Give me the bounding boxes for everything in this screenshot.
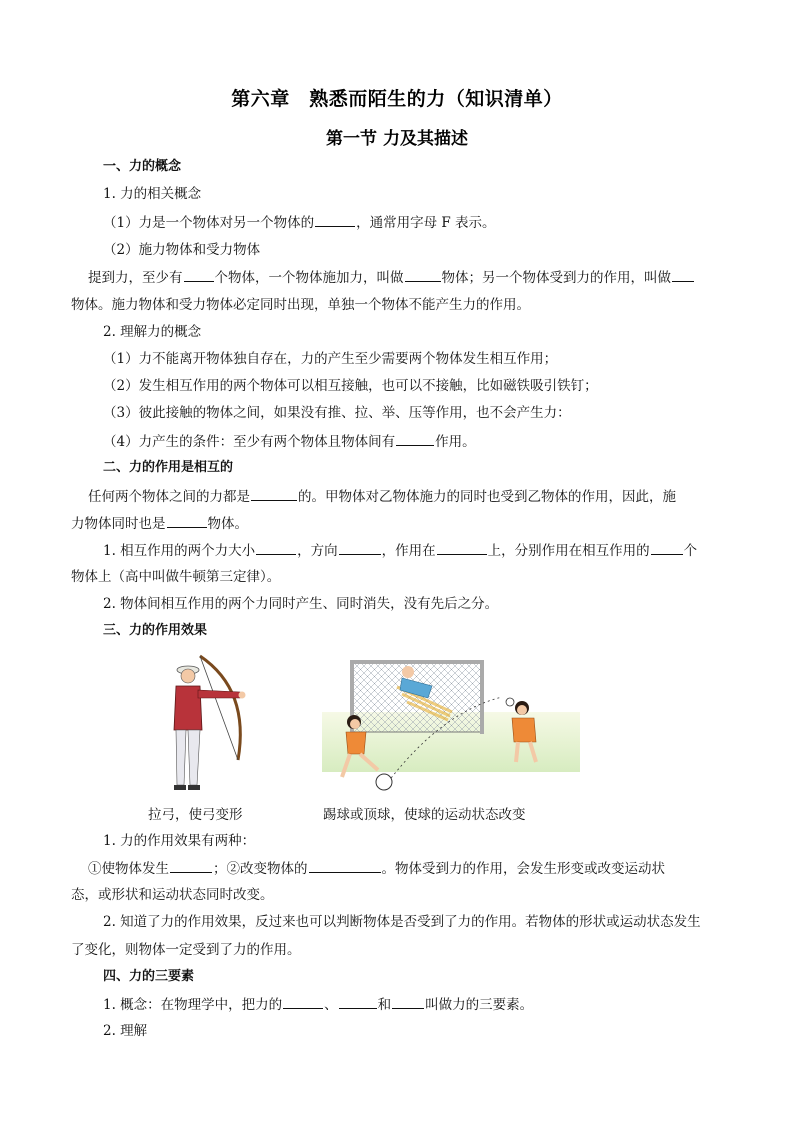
fill-blank[interactable] [651,541,683,555]
text-line: 1. 相互作用的两个力大小 ，方向 ，作用在 上，分别作用在相互作用的 个 [103,543,698,559]
text-line: 2. 知道了力的作用效果，反过来也可以判断物体是否受到了力的作用。若物体的形状或运动状态发生 [103,914,701,930]
archer-illustration [150,650,265,795]
text-line: 物体上（高中叫做牛顿第三定律）。 [71,569,281,585]
text-line: 态，或形状和运动状态同时改变。 [71,887,274,903]
heading-effects: 三、力的作用效果 [103,623,208,638]
text-line: （4）力产生的条件：至少有两个物体且物体间有 作用。 [103,434,476,450]
text-line: （2）发生相互作用的两个物体可以相互接触，也可以不接触，比如磁铁吸引铁钉； [103,378,598,394]
page-title: 第六章 熟悉而陌生的力（知识清单） [231,88,563,110]
text-line: 任何两个物体之间的力都是 的。甲物体对乙物体施力的同时也受到乙物体的作用，因此，施 [88,489,676,505]
text-line: 2. 物体间相互作用的两个力同时产生、同时消失，没有先后之分。 [103,596,499,612]
text-line: 1. 力的作用效果有两种： [103,833,256,849]
fill-blank[interactable] [405,268,441,282]
text-line: 提到力，至少有 个物体，一个物体施加力，叫做 物体；另一个物体受到力的作用，叫做 [88,268,794,287]
fill-blank[interactable] [167,514,207,528]
heading-concept: 一、力的概念 [103,159,182,174]
fill-blank[interactable] [437,541,487,555]
subheading-related: 1. 力的相关概念 [103,186,202,202]
fill-blank[interactable] [309,859,381,873]
subheading-objects: （2）施力物体和受力物体 [103,242,261,258]
text-line: 了变化，则物体一定受到了力的作用。 [71,942,301,958]
section-title: 第一节 力及其描述 [326,129,468,149]
fill-blank[interactable] [672,268,694,282]
soccer-illustration [322,652,580,800]
fill-blank[interactable] [392,995,424,1009]
fill-blank[interactable] [396,432,434,446]
fill-blank[interactable] [251,487,297,501]
text-line: （1）力不能离开物体独自存在，力的产生至少需要两个物体发生相互作用； [103,351,558,367]
fill-blank[interactable] [283,995,323,1009]
subheading-understand: 2. 理解力的概念 [103,324,202,340]
fill-blank[interactable] [339,995,377,1009]
fill-blank[interactable] [339,541,381,555]
fill-blank[interactable] [256,541,296,555]
heading-mutual: 二、力的作用是相互的 [103,460,234,475]
text-line: （3）彼此接触的物体之间，如果没有推、拉、举、压等作用，也不会产生力： [103,405,571,421]
archer-caption: 拉弓，使弓变形 [148,807,243,823]
heading-three-elements: 四、力的三要素 [103,969,195,984]
text-line: 力物体同时也是 物体。 [71,516,248,532]
text-line: 1. 概念：在物理学中，把力的 、 和 叫做力的三要素。 [103,997,534,1013]
text-line: （1）力是一个物体对另一个物体的 ，通常用字母 F 表示。 [103,215,496,231]
text-line: ①使物体发生 ；②改变物体的 。物体受到力的作用，会发生形变或改变运动状 [88,861,665,877]
fill-blank[interactable] [184,268,214,282]
soccer-caption: 踢球或顶球，使球的运动状态改变 [323,807,526,823]
fill-blank[interactable] [170,859,212,873]
fill-blank[interactable] [315,213,355,227]
text-line: 2. 理解 [103,1023,148,1039]
text-line: 物体。施力物体和受力物体必定同时出现，单独一个物体不能产生力的作用。 [71,297,530,313]
